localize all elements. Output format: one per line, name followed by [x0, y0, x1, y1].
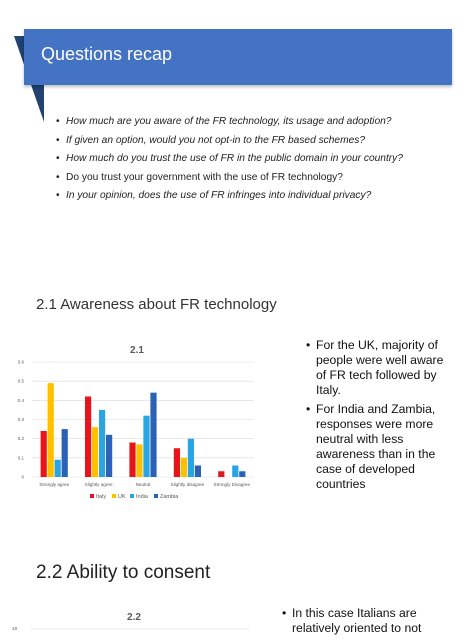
y-tick-label: 0.6	[17, 359, 24, 365]
legend-swatch-zambia	[154, 494, 158, 498]
note-item: • For the UK, majority of people were well aware of FR tech followed by Italy.	[306, 338, 446, 398]
consent-chart-axis-label: 18	[12, 626, 18, 631]
y-tick-label: 0.3	[17, 417, 24, 422]
note-item: • In this case Italians are relatively oriented to not	[282, 606, 452, 636]
bar-italy-2	[129, 443, 135, 478]
y-tick-label: 0.1	[17, 455, 24, 461]
bar-india-1	[99, 410, 105, 477]
questions-list	[56, 113, 403, 206]
question-item: • In your opinion, does the use of FR infringes into individual privacy?	[56, 187, 403, 206]
bar-uk-3	[181, 458, 187, 477]
legend-label-zambia: Zambia	[160, 494, 179, 500]
legend-label-india: India	[136, 494, 148, 500]
x-category-label: Strongly Disagree	[213, 482, 251, 487]
bar-zambia-2	[150, 393, 156, 477]
chart-title: 2.1	[130, 345, 144, 356]
bar-india-3	[188, 439, 194, 477]
y-tick-label: 0	[21, 474, 24, 480]
y-tick-label: 0.2	[17, 436, 24, 442]
bar-india-0	[55, 460, 61, 477]
question-item: • Do you trust your government with the use of FR technology?	[56, 169, 403, 188]
bar-zambia-0	[62, 429, 68, 477]
consent-notes	[282, 606, 452, 640]
legend-swatch-uk	[112, 494, 116, 498]
bar-zambia-4	[239, 471, 245, 477]
legend-label-italy: Italy	[96, 494, 107, 500]
bar-uk-1	[92, 427, 98, 477]
section-heading-awareness: 2.1 Awareness about FR technology	[36, 296, 277, 313]
question-item: • How much are you aware of the FR technology, its usage and adoption?	[56, 113, 403, 132]
x-category-label: Strongly agree	[39, 482, 70, 487]
awareness-bar-chart	[10, 336, 260, 511]
legend-label-uk: UK	[118, 494, 126, 500]
bar-india-2	[143, 416, 149, 477]
bar-zambia-1	[106, 435, 112, 477]
bar-italy-4	[218, 471, 224, 477]
consent-chart-title: 2.2	[127, 612, 141, 623]
bar-uk-2	[136, 444, 142, 477]
legend-swatch-italy	[90, 494, 94, 498]
bar-italy-3	[174, 448, 180, 477]
question-item: • If given an option, would you not opt-in to the FR based schemes?	[56, 132, 403, 151]
y-tick-label: 0.4	[17, 397, 24, 403]
bar-italy-1	[85, 397, 91, 478]
x-category-label: Neutral	[135, 482, 151, 487]
question-item: • How much do you trust the use of FR in the public domain in your country?	[56, 150, 403, 169]
bar-india-4	[232, 466, 238, 478]
note-item: • For India and Zambia, responses were more neutral with less awareness than in the case of developed countries	[306, 402, 446, 492]
bar-zambia-3	[195, 466, 201, 478]
section-heading-consent: 2.2 Ability to consent	[36, 562, 211, 583]
x-category-label: Slightly agree	[84, 482, 113, 487]
x-category-label: Slightly disagree	[170, 482, 205, 487]
consent-chart	[10, 605, 260, 632]
legend-swatch-india	[130, 494, 134, 498]
bar-uk-0	[48, 383, 54, 477]
banner-title: Questions recap	[41, 44, 173, 64]
title-banner	[24, 29, 452, 85]
awareness-notes	[306, 338, 446, 496]
bar-italy-0	[41, 431, 47, 477]
y-tick-label: 0.5	[17, 378, 24, 384]
